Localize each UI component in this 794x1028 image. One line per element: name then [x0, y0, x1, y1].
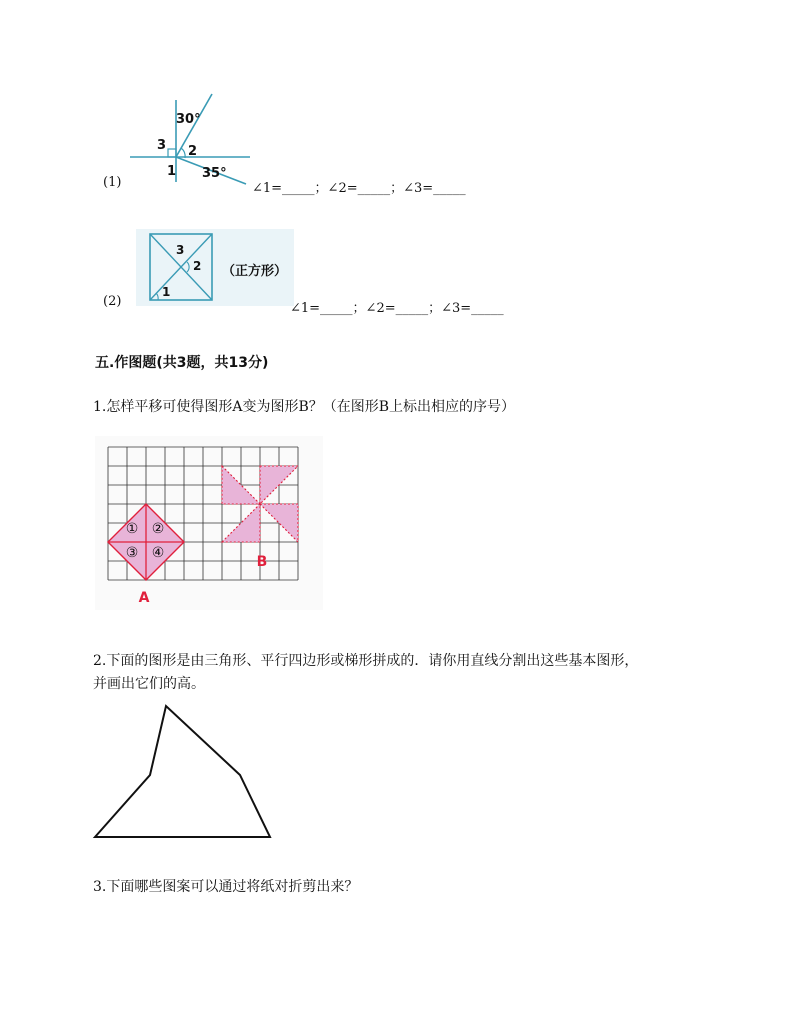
- label-circle-2: ②: [151, 521, 165, 537]
- problem-1-answers: ∠1=_____；∠2=_____；∠3=_____: [252, 181, 466, 196]
- problem-1-figure: [128, 92, 252, 190]
- label-circle-3: ③: [125, 545, 139, 561]
- label-circle-1: ①: [125, 521, 139, 537]
- right-angle-mark: [168, 149, 176, 157]
- problem-2-answers: ∠1=_____；∠2=_____；∠3=_____: [290, 301, 504, 316]
- label-3: 3: [157, 138, 167, 153]
- label-30: 30°: [176, 112, 201, 127]
- label-35: 35°: [202, 166, 227, 181]
- label-1: 1: [167, 164, 177, 179]
- problem-2-number: (2): [103, 294, 122, 309]
- section-title: 五.作图题(共3题，共13分): [95, 355, 269, 371]
- label-a: A: [138, 590, 150, 606]
- q1-grid-figure: [95, 436, 323, 610]
- label-1: 1: [162, 285, 171, 299]
- shape-b: [222, 466, 298, 542]
- composite-polygon: [90, 702, 275, 842]
- label-3: 3: [176, 243, 185, 257]
- angle-diagram-1: [128, 92, 252, 190]
- q2-text-line-1: 2.下面的图形是由三角形、平行四边形或梯形拼成的．请你用直线分割出这些基本图形，: [93, 653, 639, 669]
- label-circle-4: ④: [151, 545, 165, 561]
- label-b: B: [256, 554, 268, 570]
- q1-text: 1.怎样平移可使得图形A变为图形B？（在图形B上标出相应的序号）: [93, 399, 516, 415]
- q3-text: 3.下面哪些图案可以通过将纸对折剪出来？: [93, 879, 359, 895]
- q2-text-line-2: 并画出它们的高。: [93, 676, 205, 692]
- label-2: 2: [193, 259, 202, 273]
- polygon-outline: [95, 706, 270, 837]
- q2-polygon-figure: [90, 702, 275, 842]
- problem-1-number: (1): [103, 175, 122, 190]
- translation-grid: [95, 436, 323, 610]
- square-note: （正方形）: [222, 264, 288, 279]
- label-2: 2: [188, 144, 198, 159]
